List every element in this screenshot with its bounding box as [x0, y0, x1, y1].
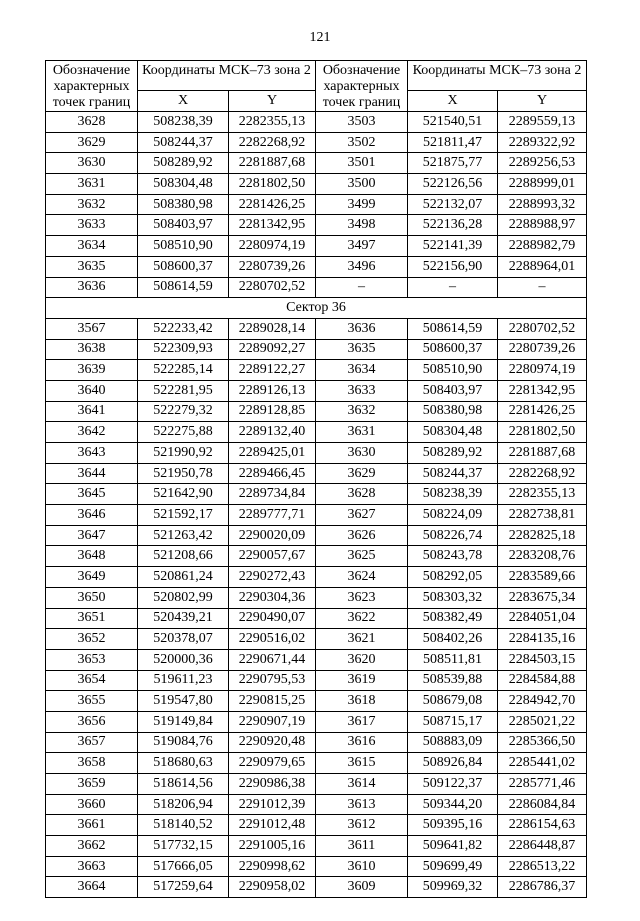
table-row — [46, 815, 587, 836]
x-left-cell: 521950,78 — [138, 463, 229, 484]
point-right-cell: 3613 — [316, 794, 408, 815]
y-left-cell: 2290815,25 — [229, 691, 316, 712]
point-right-cell: 3629 — [316, 463, 408, 484]
sector-row — [46, 298, 587, 319]
point-right-cell: 3609 — [316, 877, 408, 898]
point-left-cell: 3647 — [46, 525, 138, 546]
x-left-cell: 520861,24 — [138, 567, 229, 588]
table-row — [46, 174, 587, 195]
y-left-cell: 2290958,02 — [229, 877, 316, 898]
y-header-right: Y — [498, 90, 587, 111]
table-row — [46, 339, 587, 360]
x-left-cell: 518206,94 — [138, 794, 229, 815]
coord-header-left: Координаты МСК–73 зона 2 — [138, 61, 316, 91]
x-right-cell: 508679,08 — [408, 691, 498, 712]
table-row — [46, 587, 587, 608]
y-right-cell: 2280739,26 — [498, 339, 587, 360]
y-left-cell: 2290516,02 — [229, 629, 316, 650]
y-left-cell: 2280739,26 — [229, 256, 316, 277]
table-row — [46, 277, 587, 298]
y-right-cell: 2280974,19 — [498, 360, 587, 381]
table-row — [46, 132, 587, 153]
point-right-cell: 3623 — [316, 587, 408, 608]
point-left-cell: 3640 — [46, 380, 138, 401]
table-body-bottom — [46, 318, 587, 897]
table-row — [46, 691, 587, 712]
y-left-cell: 2290020,09 — [229, 525, 316, 546]
point-left-cell: 3633 — [46, 215, 138, 236]
point-right-cell: 3631 — [316, 422, 408, 443]
table-row — [46, 877, 587, 898]
point-right-cell: 3625 — [316, 546, 408, 567]
x-right-cell: 508510,90 — [408, 360, 498, 381]
x-left-cell: 522275,88 — [138, 422, 229, 443]
table-row — [46, 774, 587, 795]
point-right-cell: 3617 — [316, 711, 408, 732]
y-right-cell: 2282825,18 — [498, 525, 587, 546]
x-left-cell: 508614,59 — [138, 277, 229, 298]
y-right-cell: 2288988,97 — [498, 215, 587, 236]
y-right-cell: 2286084,84 — [498, 794, 587, 815]
point-right-cell: 3616 — [316, 732, 408, 753]
x-left-cell: 519084,76 — [138, 732, 229, 753]
y-left-cell: 2282355,13 — [229, 112, 316, 133]
table-row — [46, 484, 587, 505]
x-right-cell: 508292,05 — [408, 567, 498, 588]
x-left-cell: 520802,99 — [138, 587, 229, 608]
table-row — [46, 608, 587, 629]
point-left-cell: 3649 — [46, 567, 138, 588]
point-left-cell: 3660 — [46, 794, 138, 815]
table-row — [46, 153, 587, 174]
point-right-cell: 3498 — [316, 215, 408, 236]
y-left-cell: 2290057,67 — [229, 546, 316, 567]
y-right-cell: 2284584,88 — [498, 670, 587, 691]
point-right-cell: 3630 — [316, 443, 408, 464]
x-right-cell: 508226,74 — [408, 525, 498, 546]
point-right-cell: 3615 — [316, 753, 408, 774]
table-row — [46, 318, 587, 339]
x-right-cell: 521875,77 — [408, 153, 498, 174]
table-row — [46, 443, 587, 464]
y-right-cell: 2284051,04 — [498, 608, 587, 629]
x-right-cell: 509395,16 — [408, 815, 498, 836]
y-left-cell: 2289126,13 — [229, 380, 316, 401]
point-left-cell: 3641 — [46, 401, 138, 422]
y-right-cell: 2286448,87 — [498, 836, 587, 857]
point-left-cell: 3643 — [46, 443, 138, 464]
x-right-cell: 521811,47 — [408, 132, 498, 153]
table-row — [46, 753, 587, 774]
y-right-cell: 2284503,15 — [498, 649, 587, 670]
y-left-cell: 2291012,39 — [229, 794, 316, 815]
table-row — [46, 732, 587, 753]
x-right-cell: 522132,07 — [408, 194, 498, 215]
x-right-cell: 522156,90 — [408, 256, 498, 277]
point-right-cell: 3627 — [316, 505, 408, 526]
y-left-cell: 2289092,27 — [229, 339, 316, 360]
x-left-cell: 520439,21 — [138, 608, 229, 629]
point-right-cell: 3611 — [316, 836, 408, 857]
x-left-cell: 521263,42 — [138, 525, 229, 546]
table-row — [46, 649, 587, 670]
y-left-cell: 2290490,07 — [229, 608, 316, 629]
y-left-cell: 2281342,95 — [229, 215, 316, 236]
table-row — [46, 505, 587, 526]
x-left-cell: 508380,98 — [138, 194, 229, 215]
x-right-cell: 509699,49 — [408, 856, 498, 877]
point-left-cell: 3655 — [46, 691, 138, 712]
y-right-cell: 2281887,68 — [498, 443, 587, 464]
y-left-cell: 2290907,19 — [229, 711, 316, 732]
point-left-cell: 3664 — [46, 877, 138, 898]
x-left-cell: 517732,15 — [138, 836, 229, 857]
y-right-cell: 2285366,50 — [498, 732, 587, 753]
x-right-cell: 508224,09 — [408, 505, 498, 526]
point-label-header-left: Обозначение характерных точек границ — [46, 61, 138, 112]
y-right-cell: 2284942,70 — [498, 691, 587, 712]
point-right-cell: 3500 — [316, 174, 408, 195]
x-left-cell: 522309,93 — [138, 339, 229, 360]
table-row — [46, 794, 587, 815]
y-left-cell: 2290671,44 — [229, 649, 316, 670]
x-right-cell: 508289,92 — [408, 443, 498, 464]
y-left-cell: 2290998,62 — [229, 856, 316, 877]
point-left-cell: 3648 — [46, 546, 138, 567]
y-left-cell: 2289128,85 — [229, 401, 316, 422]
y-left-cell: 2290795,53 — [229, 670, 316, 691]
point-left-cell: 3628 — [46, 112, 138, 133]
x-right-cell: 522126,56 — [408, 174, 498, 195]
point-left-cell: 3642 — [46, 422, 138, 443]
x-right-cell: 508380,98 — [408, 401, 498, 422]
point-right-cell: 3633 — [316, 380, 408, 401]
y-left-cell: 2290920,48 — [229, 732, 316, 753]
y-right-cell: 2289256,53 — [498, 153, 587, 174]
x-left-cell: 508244,37 — [138, 132, 229, 153]
point-left-cell: 3652 — [46, 629, 138, 650]
x-right-cell: 508883,09 — [408, 732, 498, 753]
page-number: 121 — [309, 30, 331, 45]
point-left-cell: 3662 — [46, 836, 138, 857]
y-left-cell: 2290304,36 — [229, 587, 316, 608]
y-left-cell: 2281887,68 — [229, 153, 316, 174]
y-left-cell: 2280702,52 — [229, 277, 316, 298]
table-row — [46, 401, 587, 422]
y-right-cell: 2285771,46 — [498, 774, 587, 795]
x-right-cell: 508715,17 — [408, 711, 498, 732]
x-left-cell: 517666,05 — [138, 856, 229, 877]
y-right-cell: 2282738,81 — [498, 505, 587, 526]
y-left-cell: 2290272,43 — [229, 567, 316, 588]
x-right-cell: 509344,20 — [408, 794, 498, 815]
x-left-cell: 521990,92 — [138, 443, 229, 464]
x-left-cell: 508403,97 — [138, 215, 229, 236]
x-right-cell: 508403,97 — [408, 380, 498, 401]
point-left-cell: 3631 — [46, 174, 138, 195]
table-row — [46, 360, 587, 381]
table-row — [46, 194, 587, 215]
point-left-cell: 3657 — [46, 732, 138, 753]
point-right-cell: 3610 — [316, 856, 408, 877]
point-right-cell: 3621 — [316, 629, 408, 650]
x-left-cell: 520378,07 — [138, 629, 229, 650]
x-right-cell: 508539,88 — [408, 670, 498, 691]
point-right-cell: 3497 — [316, 236, 408, 257]
table-row — [46, 546, 587, 567]
point-right-cell: 3626 — [316, 525, 408, 546]
table-row — [46, 236, 587, 257]
x-right-cell: 508600,37 — [408, 339, 498, 360]
table-row — [46, 256, 587, 277]
y-left-cell: 2289777,71 — [229, 505, 316, 526]
x-left-cell: 521208,66 — [138, 546, 229, 567]
y-right-cell: 2281802,50 — [498, 422, 587, 443]
y-right-cell: 2284135,16 — [498, 629, 587, 650]
y-right-cell: 2289322,92 — [498, 132, 587, 153]
y-left-cell: 2282268,92 — [229, 132, 316, 153]
point-right-cell: 3502 — [316, 132, 408, 153]
point-left-cell: 3656 — [46, 711, 138, 732]
y-right-cell: 2286786,37 — [498, 877, 587, 898]
x-right-cell: 508244,37 — [408, 463, 498, 484]
point-right-cell: 3619 — [316, 670, 408, 691]
point-left-cell: 3659 — [46, 774, 138, 795]
point-left-cell: 3645 — [46, 484, 138, 505]
table-row — [46, 463, 587, 484]
x-right-cell: 508511,81 — [408, 649, 498, 670]
x-left-cell: 520000,36 — [138, 649, 229, 670]
y-right-cell: 2286513,22 — [498, 856, 587, 877]
y-right-cell: 2282355,13 — [498, 484, 587, 505]
coord-header-right: Координаты МСК–73 зона 2 — [408, 61, 587, 91]
x-right-cell: 508382,49 — [408, 608, 498, 629]
table-row — [46, 836, 587, 857]
point-right-cell: 3501 — [316, 153, 408, 174]
point-left-cell: 3653 — [46, 649, 138, 670]
point-right-cell: 3636 — [316, 318, 408, 339]
x-right-cell: 509641,82 — [408, 836, 498, 857]
table-row — [46, 215, 587, 236]
y-left-cell: 2289132,40 — [229, 422, 316, 443]
point-right-cell: 3635 — [316, 339, 408, 360]
x-right-cell: – — [408, 277, 498, 298]
y-right-cell: 2288982,79 — [498, 236, 587, 257]
sector-label: Сектор 36 — [46, 298, 587, 319]
point-left-cell: 3644 — [46, 463, 138, 484]
y-right-cell: 2282268,92 — [498, 463, 587, 484]
y-right-cell: 2281342,95 — [498, 380, 587, 401]
x-right-cell: 508614,59 — [408, 318, 498, 339]
y-right-cell: – — [498, 277, 587, 298]
y-right-cell: 2285441,02 — [498, 753, 587, 774]
x-right-cell: 508402,26 — [408, 629, 498, 650]
point-left-cell: 3634 — [46, 236, 138, 257]
point-right-cell: 3614 — [316, 774, 408, 795]
x-right-cell: 522141,39 — [408, 236, 498, 257]
point-right-cell: 3499 — [316, 194, 408, 215]
x-right-cell: 508304,48 — [408, 422, 498, 443]
table-row — [46, 380, 587, 401]
point-label-header-right: Обозначение характерных точек границ — [316, 61, 408, 112]
x-left-cell: 517259,64 — [138, 877, 229, 898]
x-right-cell: 508926,84 — [408, 753, 498, 774]
table-row — [46, 856, 587, 877]
point-left-cell: 3654 — [46, 670, 138, 691]
point-right-cell: 3503 — [316, 112, 408, 133]
x-left-cell: 508510,90 — [138, 236, 229, 257]
table-row — [46, 711, 587, 732]
x-right-cell: 509969,32 — [408, 877, 498, 898]
x-left-cell: 518614,56 — [138, 774, 229, 795]
x-left-cell: 522279,32 — [138, 401, 229, 422]
table-row — [46, 112, 587, 133]
point-right-cell: 3622 — [316, 608, 408, 629]
point-left-cell: 3663 — [46, 856, 138, 877]
x-right-cell: 508303,32 — [408, 587, 498, 608]
table-row — [46, 670, 587, 691]
point-left-cell: 3639 — [46, 360, 138, 381]
x-left-cell: 521592,17 — [138, 505, 229, 526]
y-header-left: Y — [229, 90, 316, 111]
y-left-cell: 2281426,25 — [229, 194, 316, 215]
point-left-cell: 3635 — [46, 256, 138, 277]
point-left-cell: 3651 — [46, 608, 138, 629]
x-left-cell: 508304,48 — [138, 174, 229, 195]
coordinates-table — [45, 60, 587, 898]
point-right-cell: 3634 — [316, 360, 408, 381]
y-left-cell: 2291012,48 — [229, 815, 316, 836]
y-left-cell: 2289466,45 — [229, 463, 316, 484]
x-left-cell: 522233,42 — [138, 318, 229, 339]
y-right-cell: 2283589,66 — [498, 567, 587, 588]
y-right-cell: 2281426,25 — [498, 401, 587, 422]
point-right-cell: – — [316, 277, 408, 298]
x-left-cell: 519149,84 — [138, 711, 229, 732]
x-right-cell: 508238,39 — [408, 484, 498, 505]
x-header-right: X — [408, 90, 498, 111]
table-body-top — [46, 112, 587, 298]
point-right-cell: 3612 — [316, 815, 408, 836]
point-left-cell: 3638 — [46, 339, 138, 360]
point-right-cell: 3496 — [316, 256, 408, 277]
point-right-cell: 3632 — [316, 401, 408, 422]
point-left-cell: 3567 — [46, 318, 138, 339]
x-header-left: X — [138, 90, 229, 111]
y-left-cell: 2290979,65 — [229, 753, 316, 774]
point-left-cell: 3636 — [46, 277, 138, 298]
point-right-cell: 3618 — [316, 691, 408, 712]
y-right-cell: 2283208,76 — [498, 546, 587, 567]
point-left-cell: 3632 — [46, 194, 138, 215]
point-right-cell: 3628 — [316, 484, 408, 505]
point-left-cell: 3661 — [46, 815, 138, 836]
point-right-cell: 3624 — [316, 567, 408, 588]
point-left-cell: 3630 — [46, 153, 138, 174]
table-row — [46, 629, 587, 650]
y-left-cell: 2281802,50 — [229, 174, 316, 195]
y-right-cell: 2288993,32 — [498, 194, 587, 215]
x-left-cell: 519611,23 — [138, 670, 229, 691]
y-right-cell: 2289559,13 — [498, 112, 587, 133]
x-right-cell: 508243,78 — [408, 546, 498, 567]
x-left-cell: 521642,90 — [138, 484, 229, 505]
x-left-cell: 518680,63 — [138, 753, 229, 774]
y-left-cell: 2289028,14 — [229, 318, 316, 339]
y-right-cell: 2283675,34 — [498, 587, 587, 608]
x-left-cell: 508600,37 — [138, 256, 229, 277]
table-row — [46, 567, 587, 588]
x-left-cell: 508238,39 — [138, 112, 229, 133]
x-left-cell: 508289,92 — [138, 153, 229, 174]
y-left-cell: 2289425,01 — [229, 443, 316, 464]
y-right-cell: 2288999,01 — [498, 174, 587, 195]
point-left-cell: 3646 — [46, 505, 138, 526]
table-row — [46, 525, 587, 546]
y-left-cell: 2289122,27 — [229, 360, 316, 381]
y-right-cell: 2285021,22 — [498, 711, 587, 732]
y-right-cell: 2286154,63 — [498, 815, 587, 836]
x-left-cell: 522285,14 — [138, 360, 229, 381]
y-right-cell: 2280702,52 — [498, 318, 587, 339]
y-left-cell: 2289734,84 — [229, 484, 316, 505]
y-left-cell: 2290986,38 — [229, 774, 316, 795]
y-left-cell: 2280974,19 — [229, 236, 316, 257]
table-row — [46, 422, 587, 443]
point-left-cell: 3650 — [46, 587, 138, 608]
y-right-cell: 2288964,01 — [498, 256, 587, 277]
x-right-cell: 509122,37 — [408, 774, 498, 795]
y-left-cell: 2291005,16 — [229, 836, 316, 857]
x-left-cell: 518140,52 — [138, 815, 229, 836]
point-left-cell: 3658 — [46, 753, 138, 774]
x-left-cell: 519547,80 — [138, 691, 229, 712]
x-left-cell: 522281,95 — [138, 380, 229, 401]
point-left-cell: 3629 — [46, 132, 138, 153]
point-right-cell: 3620 — [316, 649, 408, 670]
x-right-cell: 522136,28 — [408, 215, 498, 236]
x-right-cell: 521540,51 — [408, 112, 498, 133]
